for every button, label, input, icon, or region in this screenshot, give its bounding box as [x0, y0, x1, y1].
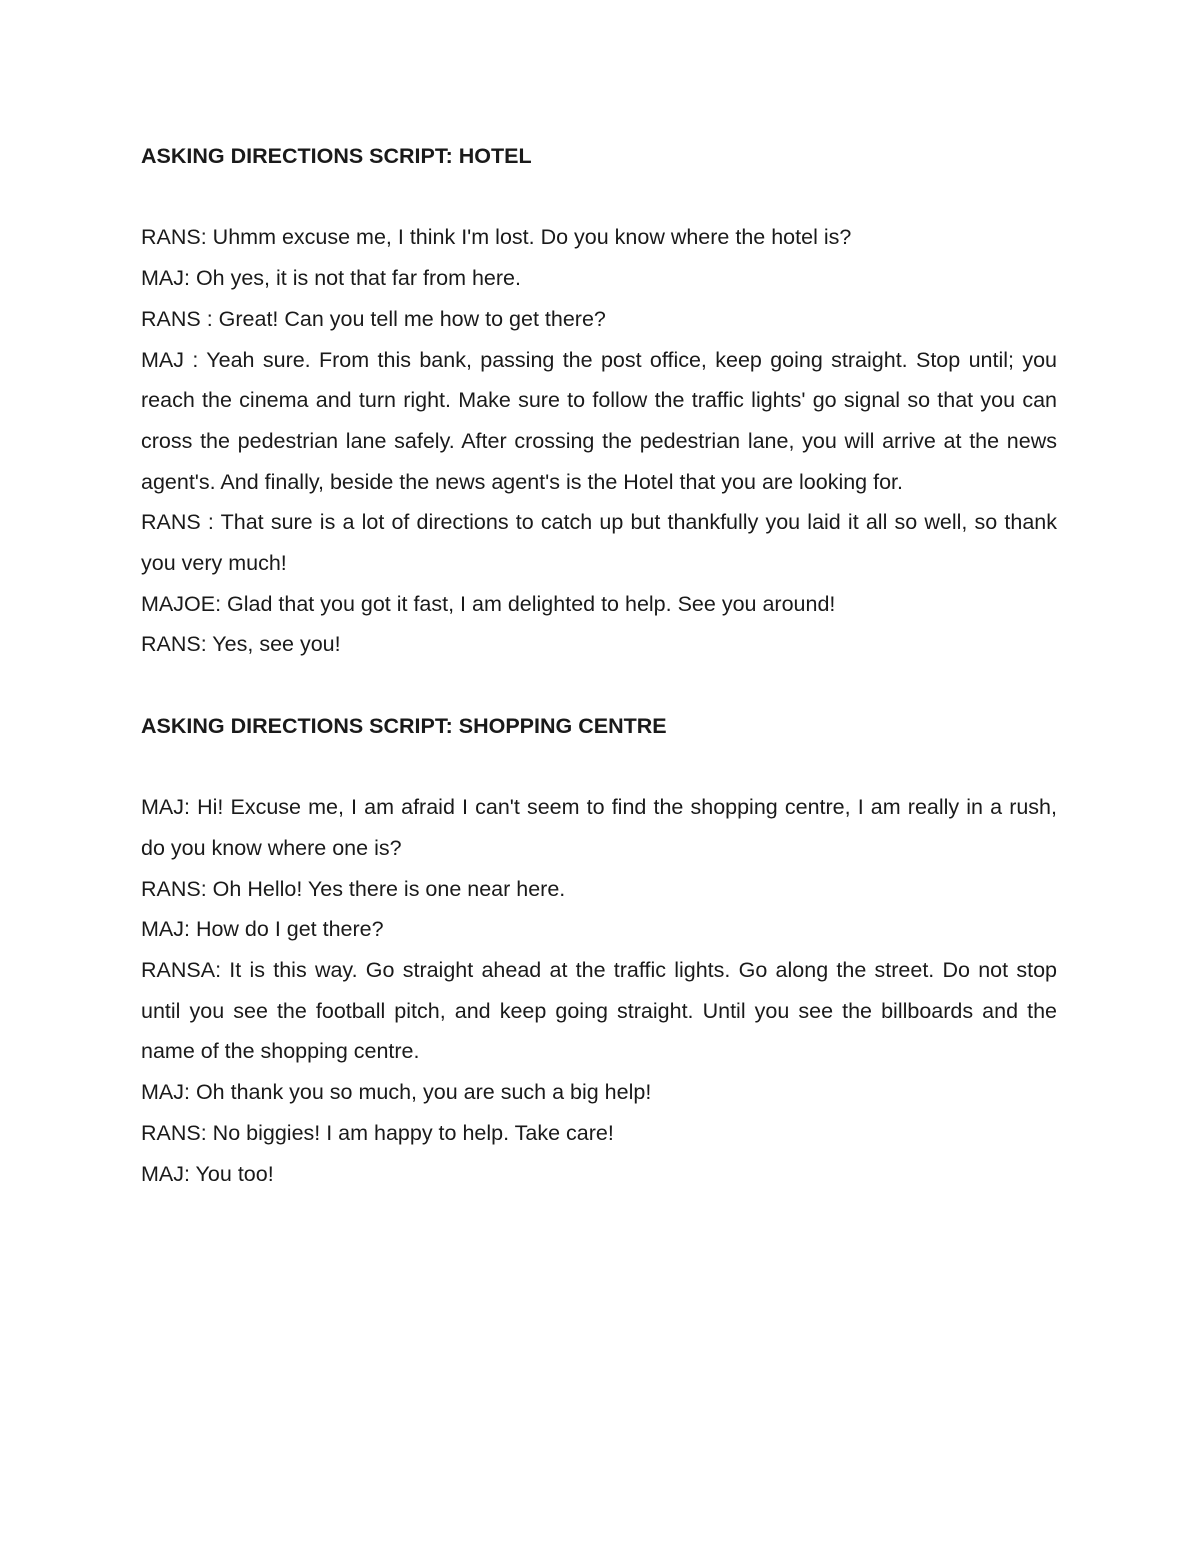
section-heading-hotel: ASKING DIRECTIONS SCRIPT: HOTEL	[141, 144, 532, 168]
dialogue-line: MAJOE: Glad that you got it fast, I am delighted to help. See you around!	[141, 591, 836, 616]
dialogue-line: MAJ: You too!	[141, 1161, 274, 1186]
dialogue-line: RANSA: It is this way. Go straight ahead at the traffic lights. Go along the street. Do not stop until you see the football pitch, and keep going straight. Until you see the billboards and the name of the shopping centre.	[141, 958, 1057, 1064]
dialogue-line: RANS: Oh Hello! Yes there is one near here.	[141, 876, 566, 901]
section-heading-shopping-centre: ASKING DIRECTIONS SCRIPT: SHOPPING CENTRE	[141, 713, 667, 738]
dialogue-line: MAJ: How do I get there?	[141, 917, 384, 942]
document-content	[141, 136, 1057, 1194]
spacer	[141, 177, 1057, 218]
dialogue-line: MAJ : Yeah sure. From this bank, passing the post office, keep going straight. Stop until; you reach the cinema and turn right. Make sure to follow the traffic lights' go signal so that you can cross the pedestrian lane safely. After crossing the pedestrian lane, you will arrive at the news agent's. And finally, beside the news agent's is the Hotel that you are looking for.	[141, 347, 1057, 494]
dialogue-line: MAJ: Hi! Excuse me, I am afraid I can't seem to find the shopping centre, I am really in a rush, do you know where one is?	[141, 795, 1057, 860]
dialogue-line: MAJ: Oh yes, it is not that far from here.	[141, 266, 521, 291]
dialogue-line: RANS : That sure is a lot of directions to catch up but thankfully you laid it all so well, so thank you very much!	[141, 510, 1057, 576]
dialogue-line: RANS: Uhmm excuse me, I think I'm lost. Do you know where the hotel is?	[141, 225, 852, 250]
dialogue-line: RANS: No biggies! I am happy to help. Take care!	[141, 1120, 614, 1145]
dialogue-line: RANS: Yes, see you!	[141, 632, 341, 657]
dialogue-line: MAJ: Oh thank you so much, you are such a big help!	[141, 1080, 652, 1105]
dialogue-line: RANS : Great! Can you tell me how to get there?	[141, 306, 606, 331]
spacer	[141, 747, 1057, 788]
spacer	[141, 665, 1057, 706]
